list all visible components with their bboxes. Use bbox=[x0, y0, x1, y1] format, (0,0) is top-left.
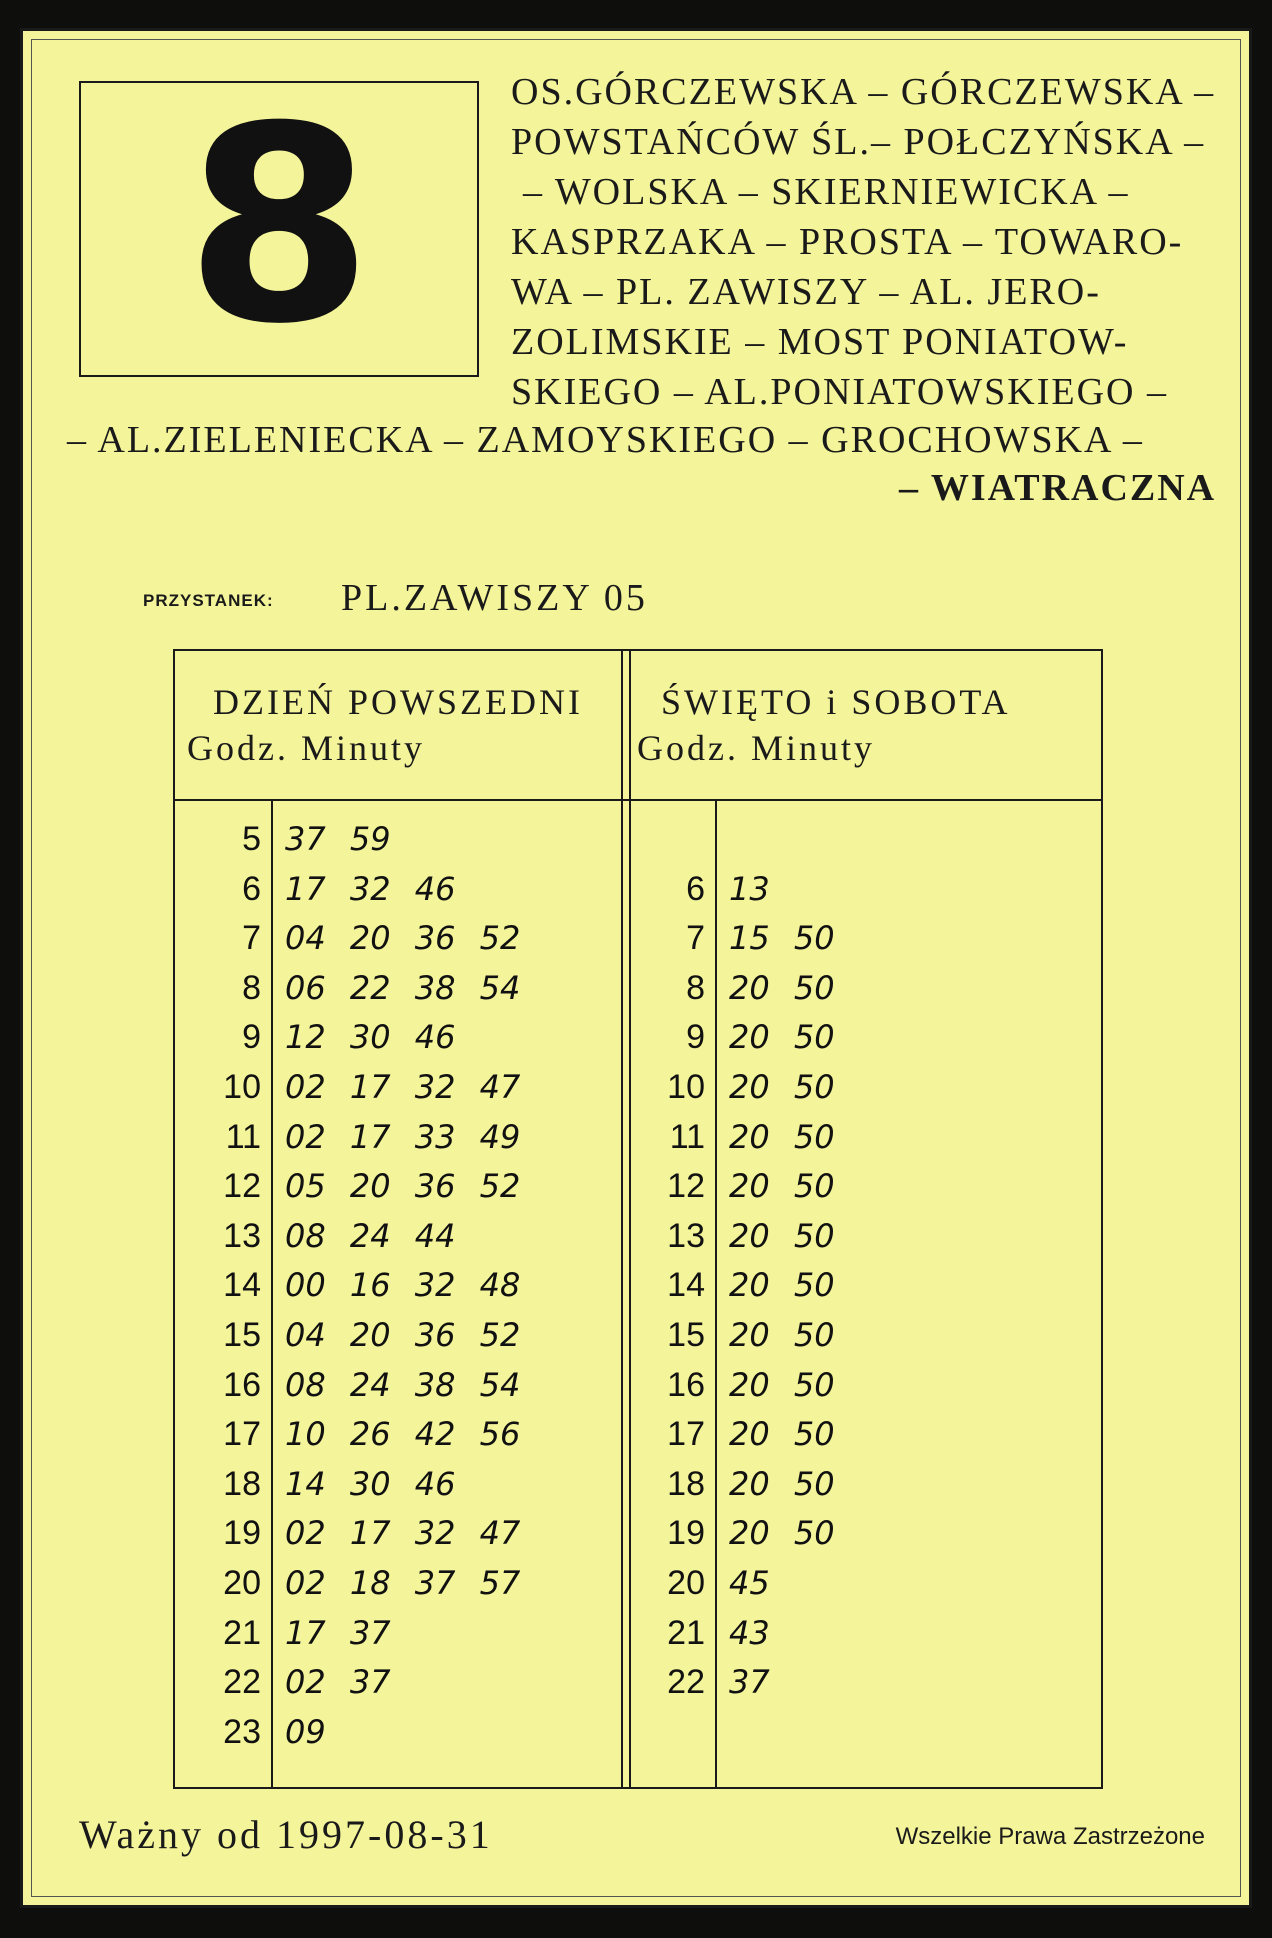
hour-divider-holiday bbox=[715, 799, 717, 1787]
route-line: – WOLSKA – SKIERNIEWICKA – bbox=[523, 171, 1130, 213]
route-line: – WIATRACZNA bbox=[899, 467, 1217, 509]
rights-notice: Wszelkie Prawa Zastrzeżone bbox=[895, 1823, 1205, 1850]
stop-name: PL.ZAWISZY 05 bbox=[341, 577, 648, 619]
hour-cell: 11 bbox=[225, 1117, 261, 1156]
holiday-subtitle: Godz. Minuty bbox=[637, 728, 875, 768]
minutes-cell: 02 17 32 47 bbox=[285, 1514, 521, 1553]
minutes-cell: 05 20 36 52 bbox=[285, 1167, 521, 1206]
hour-cell: 8 bbox=[686, 968, 705, 1007]
minutes-cell: 10 26 42 56 bbox=[285, 1415, 521, 1454]
hour-cell: 15 bbox=[667, 1316, 705, 1354]
weekday-subtitle: Godz. Minuty bbox=[187, 728, 425, 768]
minutes-cell: 09 bbox=[285, 1712, 326, 1751]
route-line: KASPRZAKA – PROSTA – TOWARO- bbox=[511, 221, 1184, 263]
minutes-cell: 20 50 bbox=[729, 1415, 835, 1454]
minutes-cell: 02 18 37 57 bbox=[285, 1564, 521, 1602]
hour-cell: 14 bbox=[667, 1266, 705, 1305]
timetable-card bbox=[20, 28, 1252, 1908]
minutes-cell: 20 50 bbox=[729, 1167, 835, 1206]
stop-label: PRZYSTANEK: bbox=[143, 591, 274, 610]
minutes-cell: 13 bbox=[729, 869, 770, 908]
holiday-title: ŚWIĘTO i SOBOTA bbox=[661, 682, 1011, 722]
minutes-cell: 17 37 bbox=[285, 1613, 391, 1652]
minutes-cell: 20 50 bbox=[729, 968, 835, 1007]
minutes-cell: 20 50 bbox=[729, 1266, 835, 1305]
timetable-table bbox=[173, 649, 1103, 1789]
minutes-cell: 17 32 46 bbox=[285, 869, 456, 908]
hour-cell: 18 bbox=[667, 1464, 705, 1503]
hour-cell: 12 bbox=[223, 1167, 261, 1206]
minutes-cell: 20 50 bbox=[729, 1365, 835, 1404]
hour-cell: 11 bbox=[669, 1117, 705, 1156]
hour-cell: 15 bbox=[223, 1316, 261, 1354]
hour-cell: 22 bbox=[667, 1663, 705, 1702]
hour-cell: 13 bbox=[223, 1216, 261, 1255]
hour-cell: 8 bbox=[242, 968, 261, 1007]
minutes-cell: 04 20 36 52 bbox=[285, 1316, 521, 1354]
minutes-cell: 15 50 bbox=[729, 919, 835, 958]
hour-cell: 19 bbox=[667, 1514, 705, 1553]
hour-cell: 7 bbox=[242, 919, 261, 958]
hour-cell: 7 bbox=[686, 919, 705, 958]
minutes-cell: 12 30 46 bbox=[285, 1018, 456, 1057]
hour-cell: 21 bbox=[223, 1613, 261, 1652]
route-line: WA – PL. ZAWISZY – AL. JERO- bbox=[511, 271, 1101, 313]
minutes-cell: 37 bbox=[729, 1663, 770, 1702]
hour-cell: 22 bbox=[223, 1663, 261, 1702]
minutes-cell: 02 17 33 49 bbox=[285, 1117, 521, 1156]
minutes-cell: 00 16 32 48 bbox=[285, 1266, 521, 1305]
route-line: OS.GÓRCZEWSKA – GÓRCZEWSKA – bbox=[511, 71, 1216, 113]
minutes-cell: 02 17 32 47 bbox=[285, 1068, 521, 1106]
hour-cell: 16 bbox=[223, 1365, 261, 1404]
minutes-cell: 43 bbox=[729, 1613, 770, 1652]
minutes-cell: 37 59 bbox=[285, 820, 391, 858]
header-divider bbox=[175, 799, 1101, 801]
route-line: ZOLIMSKIE – MOST PONIATOW- bbox=[511, 321, 1129, 363]
hour-cell: 16 bbox=[667, 1365, 705, 1404]
minutes-cell: 14 30 46 bbox=[285, 1464, 456, 1503]
minutes-cell: 20 50 bbox=[729, 1068, 835, 1106]
hour-cell: 14 bbox=[223, 1266, 261, 1305]
hour-cell: 12 bbox=[667, 1167, 705, 1206]
minutes-cell: 06 22 38 54 bbox=[285, 968, 521, 1007]
hour-cell: 17 bbox=[667, 1415, 705, 1454]
route-line: SKIEGO – AL.PONIATOWSKIEGO – bbox=[511, 371, 1168, 413]
valid-from: Ważny od 1997-08-31 bbox=[79, 1812, 493, 1857]
hour-cell: 10 bbox=[223, 1068, 261, 1106]
line-number: 8 bbox=[185, 68, 373, 383]
minutes-cell: 20 50 bbox=[729, 1216, 835, 1255]
hour-cell: 20 bbox=[667, 1564, 705, 1602]
hour-cell: 5 bbox=[242, 820, 261, 858]
hour-divider-weekday bbox=[271, 799, 273, 1787]
hour-cell: 6 bbox=[686, 869, 705, 908]
minutes-cell: 08 24 44 bbox=[285, 1216, 456, 1255]
minutes-cell: 20 50 bbox=[729, 1316, 835, 1354]
minutes-cell: 04 20 36 52 bbox=[285, 919, 521, 958]
hour-cell: 23 bbox=[223, 1712, 261, 1751]
hour-cell: 21 bbox=[667, 1613, 705, 1652]
column-divider bbox=[621, 651, 623, 1787]
hour-cell: 9 bbox=[686, 1018, 705, 1057]
route-line: – AL.ZIELENIECKA – ZAMOYSKIEGO – GROCHOWSKA – bbox=[67, 419, 1144, 461]
hour-cell: 18 bbox=[223, 1464, 261, 1503]
hour-cell: 6 bbox=[242, 869, 261, 908]
minutes-cell: 08 24 38 54 bbox=[285, 1365, 521, 1404]
hour-cell: 9 bbox=[242, 1018, 261, 1057]
weekday-title: DZIEŃ POWSZEDNI bbox=[213, 682, 583, 722]
hour-cell: 17 bbox=[223, 1415, 261, 1454]
minutes-cell: 02 37 bbox=[285, 1663, 391, 1702]
minutes-cell: 20 50 bbox=[729, 1018, 835, 1057]
hour-cell: 19 bbox=[223, 1514, 261, 1553]
minutes-cell: 45 bbox=[729, 1564, 770, 1602]
minutes-cell: 20 50 bbox=[729, 1117, 835, 1156]
route-line: POWSTAŃCÓW ŚL.– POŁCZYŃSKA – bbox=[511, 121, 1206, 163]
minutes-cell: 20 50 bbox=[729, 1464, 835, 1503]
line-number-box bbox=[79, 68, 479, 383]
hour-cell: 13 bbox=[667, 1216, 705, 1255]
hour-cell: 20 bbox=[223, 1564, 261, 1602]
hour-cell: 10 bbox=[667, 1068, 705, 1106]
minutes-cell: 20 50 bbox=[729, 1514, 835, 1553]
